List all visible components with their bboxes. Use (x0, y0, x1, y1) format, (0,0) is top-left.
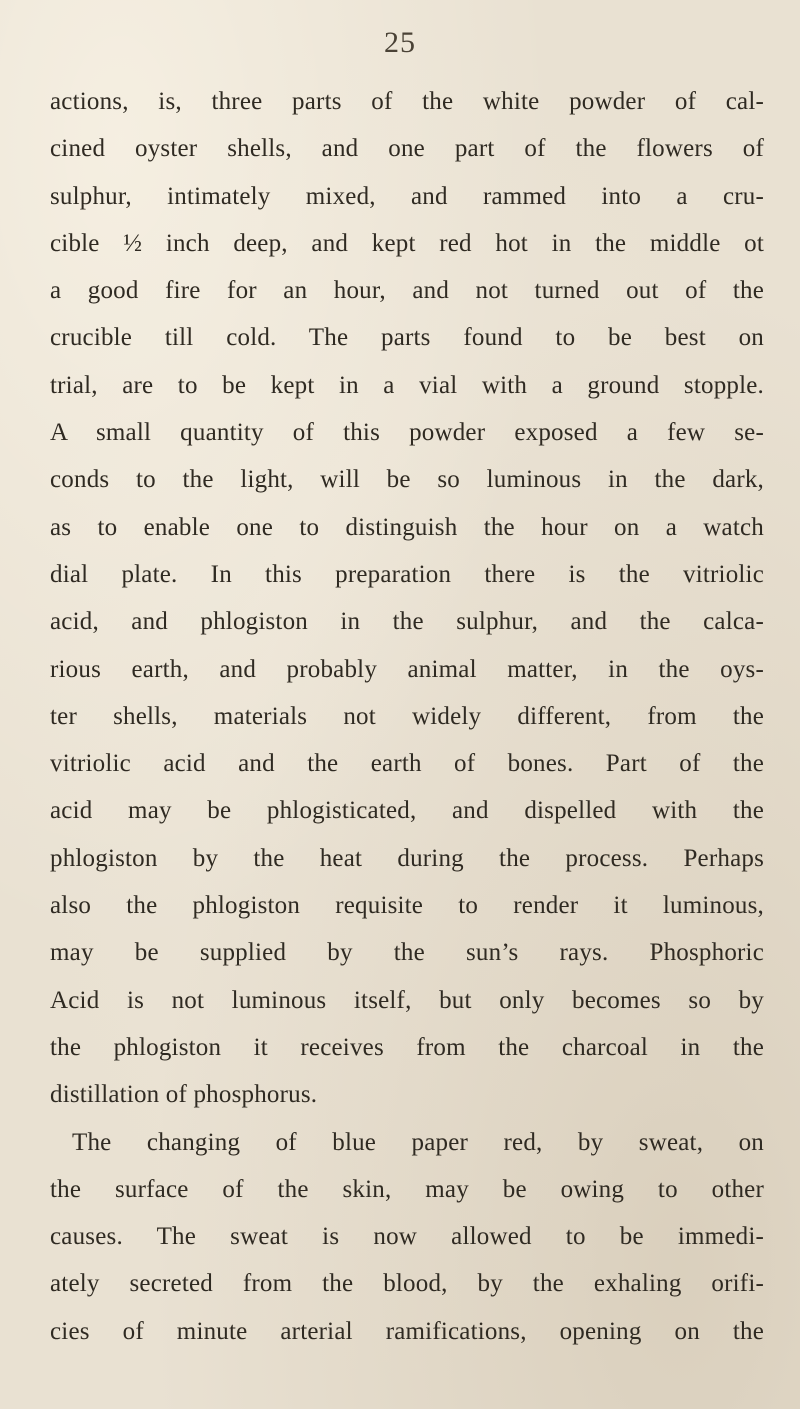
text-line: as to enable one to distinguish the hour on a watch (50, 513, 764, 541)
text-line: a good fire for an hour, and not turned out of the (50, 277, 764, 305)
text-line: vitriolic acid and the earth of bones. Part of the (50, 750, 764, 778)
text-line: trial, are to be kept in a vial with a ground stopple. (50, 371, 764, 399)
text-line: acid may be phlogisticated, and dispelled with the (50, 797, 764, 825)
text-line: ately secreted from the blood, by the exhaling orifi- (50, 1270, 764, 1298)
text-line: cible ½ inch deep, and kept red hot in the middle ot (50, 229, 764, 257)
text-line: A small quantity of this powder exposed a few se- (50, 419, 764, 447)
text-line: the phlogiston it receives from the charcoal in the (50, 1033, 764, 1061)
text-line: crucible till cold. The parts found to be best on (50, 324, 764, 352)
text-line: phlogiston by the heat during the process. Perhaps (50, 844, 764, 872)
text-line: causes. The sweat is now allowed to be immedi- (50, 1223, 764, 1251)
page-number: 25 (384, 26, 416, 59)
text-line: rious earth, and probably animal matter, in the oys- (50, 655, 764, 683)
text-line: sulphur, intimately mixed, and rammed into a cru- (50, 182, 764, 210)
text-line: conds to the light, will be so luminous in the dark, (50, 466, 764, 494)
text-line: the surface of the skin, may be owing to other (50, 1175, 764, 1203)
text-line: Acid is not luminous itself, but only becomes so by (50, 986, 764, 1014)
paragraph-start-line: The changing of blue paper red, by sweat, on (72, 1128, 764, 1156)
text-line: cined oyster shells, and one part of the flowers of (50, 135, 764, 163)
text-line: ter shells, materials not widely different, from the (50, 702, 764, 730)
text-line: actions, is, three parts of the white powder of cal- (50, 88, 764, 115)
text-line: dial plate. In this preparation there is the vitriolic (50, 560, 764, 588)
text-line: acid, and phlogiston in the sulphur, and the calca- (50, 608, 764, 636)
paragraph-end-line: distillation of phosphorus. (50, 1081, 318, 1109)
text-line: also the phlogiston requisite to render it luminous, (50, 892, 764, 920)
text-line: may be supplied by the sun’s rays. Phosphoric (50, 939, 764, 967)
text-line: cies of minute arterial ramifications, opening on the (50, 1317, 764, 1345)
body-text (50, 78, 764, 1355)
